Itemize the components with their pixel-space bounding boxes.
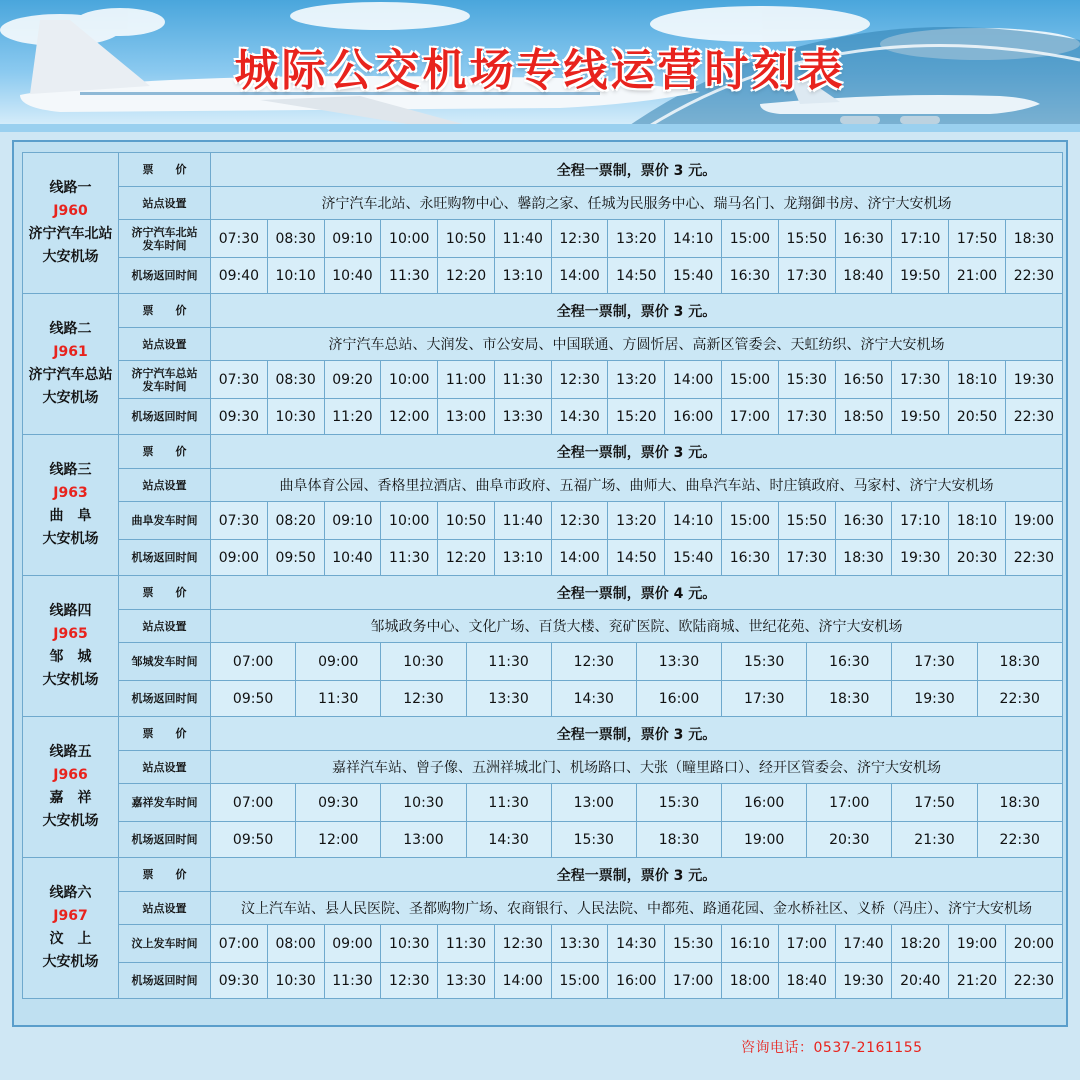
return-time: 13:00 — [438, 399, 495, 435]
return-time: 19:50 — [892, 258, 949, 294]
return-time: 19:30 — [892, 681, 977, 717]
route-code: J961 — [53, 344, 88, 360]
departure-time: 10:50 — [438, 502, 495, 540]
return-time: 17:00 — [665, 963, 722, 999]
fare-label: 票 价 — [119, 294, 211, 328]
departure-time: 10:50 — [438, 220, 495, 258]
page-title: 城际公交机场专线运营时刻表 — [234, 45, 846, 96]
departure-time: 15:00 — [722, 220, 779, 258]
return-time: 17:30 — [778, 258, 835, 294]
departure-time: 11:40 — [494, 502, 551, 540]
departure-label-line-1: 曲阜发车时间 — [131, 514, 198, 527]
stops-list: 嘉祥汽车站、曾子像、五洲祥城北门、机场路口、大张（疃里路口）、经开区管委会、济宁大安机场 — [211, 751, 1063, 784]
departure-label — [119, 784, 211, 822]
return-label: 机场返回时间 — [119, 963, 211, 999]
departure-time: 17:10 — [892, 502, 949, 540]
departure-time: 09:00 — [296, 643, 381, 681]
return-time: 14:00 — [551, 258, 608, 294]
departure-row — [23, 925, 1063, 963]
stops-list: 济宁汽车北站、永旺购物中心、馨韵之家、任城为民服务中心、瑞马名门、龙翔御书房、济宁大安机场 — [211, 187, 1063, 220]
departure-time: 15:30 — [722, 643, 807, 681]
departure-time: 15:00 — [722, 502, 779, 540]
stops-list: 济宁汽车总站、大润发、市公安局、中国联通、方圆忻居、高新区管委会、天虹纺织、济宁大安机场 — [211, 328, 1063, 361]
route-code: J967 — [53, 908, 88, 924]
fare-row — [23, 858, 1063, 892]
return-row — [23, 399, 1063, 435]
departure-row — [23, 361, 1063, 399]
departure-time: 11:00 — [438, 361, 495, 399]
departure-time: 10:30 — [381, 784, 466, 822]
return-row — [23, 258, 1063, 294]
departure-label-line-1: 济宁汽车北站 — [131, 225, 198, 239]
stops-label: 站点设置 — [119, 610, 211, 643]
return-time: 18:30 — [807, 681, 892, 717]
return-time: 22:30 — [977, 681, 1062, 717]
return-time: 19:30 — [892, 540, 949, 576]
return-time: 09:00 — [211, 540, 268, 576]
stops-row — [23, 892, 1063, 925]
return-time: 11:30 — [381, 258, 438, 294]
departure-time: 14:00 — [665, 361, 722, 399]
route-origin: 济宁汽车总站 — [28, 367, 113, 383]
fare-label: 票 价 — [119, 435, 211, 469]
departure-label-line-1: 汶上发车时间 — [131, 937, 198, 950]
route-destination: 大安机场 — [42, 390, 99, 406]
stops-label: 站点设置 — [119, 751, 211, 784]
fare-value: 全程一票制，票价 3 元。 — [211, 153, 1063, 187]
return-time: 12:20 — [438, 258, 495, 294]
departure-time: 13:20 — [608, 220, 665, 258]
stops-row — [23, 328, 1063, 361]
departure-time: 15:00 — [722, 361, 779, 399]
return-time: 11:20 — [324, 399, 381, 435]
departure-time: 09:00 — [324, 925, 381, 963]
departure-time: 08:20 — [267, 502, 324, 540]
return-time: 10:10 — [267, 258, 324, 294]
departure-time: 09:30 — [296, 784, 381, 822]
stops-label: 站点设置 — [119, 892, 211, 925]
return-time: 12:30 — [381, 963, 438, 999]
return-time: 20:50 — [949, 399, 1006, 435]
departure-time: 16:00 — [722, 784, 807, 822]
route-destination: 大安机场 — [42, 249, 99, 265]
return-time: 09:30 — [211, 399, 268, 435]
route-code: J965 — [53, 626, 88, 642]
departure-time: 13:00 — [551, 784, 636, 822]
return-time: 21:20 — [949, 963, 1006, 999]
return-time: 12:00 — [381, 399, 438, 435]
departure-time: 17:00 — [778, 925, 835, 963]
timetable-panel — [12, 140, 1068, 1027]
hotline-text: 咨询电话：0537-2161155 — [741, 1040, 923, 1056]
route-code: J966 — [53, 767, 88, 783]
return-time: 22:30 — [1005, 540, 1062, 576]
departure-time: 08:30 — [267, 361, 324, 399]
return-label: 机场返回时间 — [119, 681, 211, 717]
route-name: 线路二 — [49, 321, 92, 337]
return-time: 18:30 — [636, 822, 721, 858]
return-time: 19:00 — [722, 822, 807, 858]
return-time: 14:50 — [608, 258, 665, 294]
return-time: 13:30 — [438, 963, 495, 999]
return-time: 16:00 — [608, 963, 665, 999]
return-time: 14:30 — [551, 399, 608, 435]
departure-time: 08:00 — [267, 925, 324, 963]
departure-time: 17:00 — [807, 784, 892, 822]
departure-time: 10:30 — [381, 643, 466, 681]
departure-time: 10:00 — [381, 220, 438, 258]
return-time: 10:40 — [324, 540, 381, 576]
route-info — [23, 294, 119, 435]
route-destination: 大安机场 — [42, 672, 99, 688]
departure-time: 19:30 — [1005, 361, 1062, 399]
departure-label — [119, 925, 211, 963]
fare-row — [23, 435, 1063, 469]
departure-time: 17:30 — [892, 361, 949, 399]
fare-label: 票 价 — [119, 717, 211, 751]
departure-time: 15:50 — [778, 220, 835, 258]
return-time: 14:30 — [466, 822, 551, 858]
departure-time: 18:30 — [1005, 220, 1062, 258]
fare-label: 票 价 — [119, 153, 211, 187]
departure-time: 17:50 — [892, 784, 977, 822]
route-info — [23, 858, 119, 999]
departure-time: 10:30 — [381, 925, 438, 963]
route-origin: 汶 上 — [49, 931, 92, 947]
return-time: 22:30 — [1005, 258, 1062, 294]
departure-label — [119, 643, 211, 681]
departure-time: 13:20 — [608, 361, 665, 399]
departure-label-line-1: 济宁汽车总站 — [131, 366, 198, 380]
departure-time: 07:00 — [211, 784, 296, 822]
return-time: 15:30 — [551, 822, 636, 858]
return-time: 13:10 — [494, 258, 551, 294]
return-time: 20:40 — [892, 963, 949, 999]
return-time: 16:00 — [665, 399, 722, 435]
departure-time: 18:10 — [949, 361, 1006, 399]
departure-time: 15:30 — [636, 784, 721, 822]
return-time: 18:00 — [722, 963, 779, 999]
return-time: 12:30 — [381, 681, 466, 717]
return-time: 13:10 — [494, 540, 551, 576]
return-row — [23, 681, 1063, 717]
departure-time: 12:30 — [551, 361, 608, 399]
departure-time: 12:30 — [551, 502, 608, 540]
departure-time: 11:30 — [466, 643, 551, 681]
return-time: 19:50 — [892, 399, 949, 435]
fare-label: 票 价 — [119, 576, 211, 610]
return-time: 09:50 — [211, 822, 296, 858]
route-destination: 大安机场 — [42, 954, 99, 970]
return-time: 10:30 — [267, 399, 324, 435]
departure-time: 18:10 — [949, 502, 1006, 540]
return-time: 10:40 — [324, 258, 381, 294]
route-name: 线路五 — [49, 744, 92, 760]
departure-time: 16:10 — [722, 925, 779, 963]
departure-time: 18:30 — [977, 643, 1062, 681]
departure-label-line-2: 发车时间 — [142, 238, 187, 252]
departure-label-line-1: 邹城发车时间 — [131, 655, 198, 668]
return-time: 18:30 — [835, 540, 892, 576]
route-info — [23, 435, 119, 576]
departure-time: 12:30 — [494, 925, 551, 963]
departure-time: 15:30 — [665, 925, 722, 963]
departure-time: 18:20 — [892, 925, 949, 963]
route-origin: 邹 城 — [49, 649, 92, 665]
route-destination: 大安机场 — [42, 813, 99, 829]
stops-list: 汶上汽车站、县人民医院、圣都购物广场、农商银行、人民法院、中都苑、路通花园、金水桥社区、义桥（冯庄）、济宁大安机场 — [211, 892, 1063, 925]
return-time: 15:00 — [551, 963, 608, 999]
route-name: 线路四 — [49, 603, 92, 619]
return-time: 18:50 — [835, 399, 892, 435]
departure-time: 16:30 — [807, 643, 892, 681]
timetable — [22, 152, 1063, 999]
departure-time: 16:30 — [835, 220, 892, 258]
departure-time: 19:00 — [949, 925, 1006, 963]
return-label: 机场返回时间 — [119, 540, 211, 576]
return-time: 13:30 — [494, 399, 551, 435]
return-time: 18:40 — [835, 258, 892, 294]
stops-list: 曲阜体育公园、香格里拉酒店、曲阜市政府、五福广场、曲师大、曲阜汽车站、时庄镇政府、马家村、济宁大安机场 — [211, 469, 1063, 502]
fare-row — [23, 717, 1063, 751]
departure-time: 09:10 — [324, 502, 381, 540]
route-info — [23, 576, 119, 717]
departure-time: 13:30 — [636, 643, 721, 681]
fare-value: 全程一票制，票价 3 元。 — [211, 294, 1063, 328]
departure-label — [119, 361, 211, 399]
return-time: 14:30 — [551, 681, 636, 717]
departure-time: 19:00 — [1005, 502, 1062, 540]
departure-time: 07:30 — [211, 220, 268, 258]
departure-label — [119, 502, 211, 540]
return-time: 22:30 — [1005, 963, 1062, 999]
return-time: 22:30 — [977, 822, 1062, 858]
route-info — [23, 153, 119, 294]
departure-time: 12:30 — [551, 220, 608, 258]
departure-time: 15:30 — [778, 361, 835, 399]
departure-time: 09:20 — [324, 361, 381, 399]
stops-list: 邹城政务中心、文化广场、百货大楼、兖矿医院、欧陆商城、世纪花苑、济宁大安机场 — [211, 610, 1063, 643]
departure-time: 07:30 — [211, 361, 268, 399]
departure-time: 14:30 — [608, 925, 665, 963]
return-time: 14:00 — [494, 963, 551, 999]
departure-time: 20:00 — [1005, 925, 1062, 963]
fare-row — [23, 576, 1063, 610]
return-time: 13:00 — [381, 822, 466, 858]
return-time: 16:00 — [636, 681, 721, 717]
departure-time: 07:00 — [211, 925, 268, 963]
return-time: 13:30 — [466, 681, 551, 717]
return-label: 机场返回时间 — [119, 258, 211, 294]
return-time: 16:30 — [722, 258, 779, 294]
departure-label — [119, 220, 211, 258]
departure-time: 12:30 — [551, 643, 636, 681]
return-time: 09:30 — [211, 963, 268, 999]
departure-time: 13:30 — [551, 925, 608, 963]
fare-label: 票 价 — [119, 858, 211, 892]
return-time: 11:30 — [296, 681, 381, 717]
departure-row — [23, 220, 1063, 258]
route-code: J960 — [53, 203, 88, 219]
return-time: 15:40 — [665, 540, 722, 576]
departure-time: 15:50 — [778, 502, 835, 540]
departure-time: 17:40 — [835, 925, 892, 963]
departure-time: 11:30 — [438, 925, 495, 963]
return-time: 14:50 — [608, 540, 665, 576]
stops-row — [23, 469, 1063, 502]
route-origin: 济宁汽车北站 — [28, 226, 113, 242]
stops-row — [23, 187, 1063, 220]
return-time: 17:30 — [778, 540, 835, 576]
route-info — [23, 717, 119, 858]
route-name: 线路六 — [49, 885, 92, 901]
return-time: 17:30 — [778, 399, 835, 435]
return-time: 17:00 — [722, 399, 779, 435]
departure-time: 11:40 — [494, 220, 551, 258]
departure-time: 18:30 — [977, 784, 1062, 822]
departure-time: 07:30 — [211, 502, 268, 540]
return-time: 15:40 — [665, 258, 722, 294]
return-time: 17:30 — [722, 681, 807, 717]
stops-label: 站点设置 — [119, 187, 211, 220]
return-time: 14:00 — [551, 540, 608, 576]
departure-time: 17:50 — [949, 220, 1006, 258]
return-time: 20:30 — [949, 540, 1006, 576]
return-time: 21:30 — [892, 822, 977, 858]
fare-row — [23, 153, 1063, 187]
departure-time: 07:00 — [211, 643, 296, 681]
departure-time: 13:20 — [608, 502, 665, 540]
fare-value: 全程一票制，票价 3 元。 — [211, 717, 1063, 751]
route-origin: 嘉 祥 — [49, 790, 92, 806]
return-row — [23, 822, 1063, 858]
route-code: J963 — [53, 485, 88, 501]
departure-time: 14:10 — [665, 220, 722, 258]
route-destination: 大安机场 — [42, 531, 99, 547]
fare-value: 全程一票制，票价 4 元。 — [211, 576, 1063, 610]
departure-time: 09:10 — [324, 220, 381, 258]
return-time: 18:40 — [778, 963, 835, 999]
return-row — [23, 963, 1063, 999]
route-name: 线路一 — [49, 180, 92, 196]
stops-label: 站点设置 — [119, 469, 211, 502]
return-label: 机场返回时间 — [119, 822, 211, 858]
return-time: 09:50 — [211, 681, 296, 717]
stops-row — [23, 751, 1063, 784]
fare-value: 全程一票制，票价 3 元。 — [211, 858, 1063, 892]
return-time: 12:20 — [438, 540, 495, 576]
route-origin: 曲 阜 — [49, 508, 92, 524]
return-time: 11:30 — [381, 540, 438, 576]
departure-time: 10:00 — [381, 502, 438, 540]
return-time: 16:30 — [722, 540, 779, 576]
return-time: 09:50 — [267, 540, 324, 576]
stops-row — [23, 610, 1063, 643]
return-time: 19:30 — [835, 963, 892, 999]
return-time: 10:30 — [267, 963, 324, 999]
departure-time: 16:30 — [835, 502, 892, 540]
departure-time: 17:30 — [892, 643, 977, 681]
departure-time: 11:30 — [494, 361, 551, 399]
fare-value: 全程一票制，票价 3 元。 — [211, 435, 1063, 469]
departure-time: 10:00 — [381, 361, 438, 399]
return-time: 11:30 — [324, 963, 381, 999]
return-time: 15:20 — [608, 399, 665, 435]
departure-row — [23, 643, 1063, 681]
departure-row — [23, 784, 1063, 822]
return-time: 21:00 — [949, 258, 1006, 294]
departure-label-line-2: 发车时间 — [142, 379, 187, 393]
departure-time: 08:30 — [267, 220, 324, 258]
departure-time: 16:50 — [835, 361, 892, 399]
return-time: 12:00 — [296, 822, 381, 858]
departure-time: 14:10 — [665, 502, 722, 540]
departure-time: 17:10 — [892, 220, 949, 258]
return-time: 09:40 — [211, 258, 268, 294]
return-time: 20:30 — [807, 822, 892, 858]
departure-label-line-1: 嘉祥发车时间 — [131, 796, 198, 809]
route-name: 线路三 — [49, 462, 92, 478]
return-time: 22:30 — [1005, 399, 1062, 435]
fare-row — [23, 294, 1063, 328]
return-row — [23, 540, 1063, 576]
departure-row — [23, 502, 1063, 540]
stops-label: 站点设置 — [119, 328, 211, 361]
return-label: 机场返回时间 — [119, 399, 211, 435]
departure-time: 11:30 — [466, 784, 551, 822]
header-banner — [0, 0, 1080, 132]
